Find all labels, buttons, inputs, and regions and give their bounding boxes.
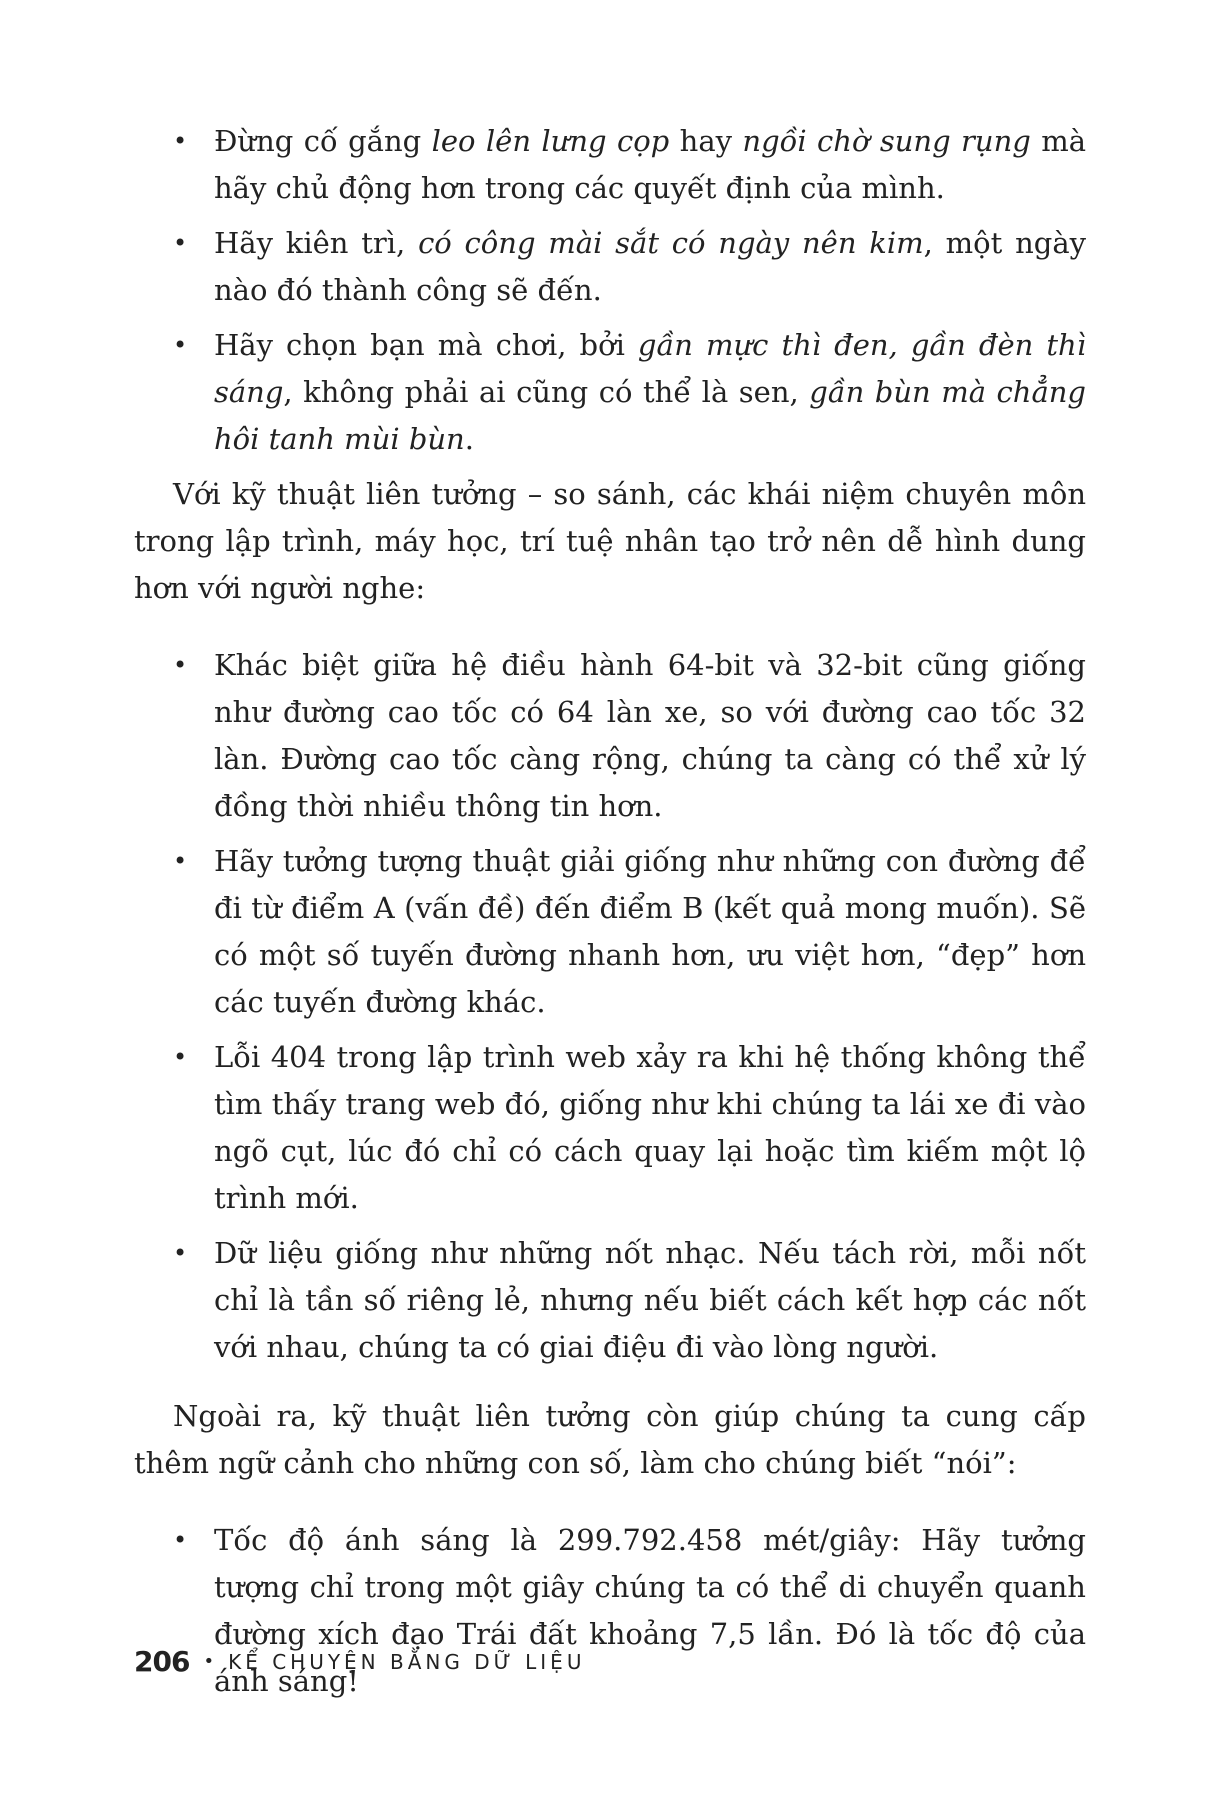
footer-separator: • xyxy=(203,1651,215,1672)
text-run: , không phải ai cũng có thể là sen, xyxy=(283,375,810,409)
bullet-marker: • xyxy=(173,127,188,155)
page-number: 206 xyxy=(134,1645,190,1678)
italic-text-run: leo lên lưng cọp xyxy=(431,124,670,158)
list-item xyxy=(134,322,1086,463)
spacer xyxy=(134,1487,1086,1517)
bullet-marker: • xyxy=(173,331,188,359)
text-run: Hãy chọn bạn mà chơi, bởi xyxy=(214,328,638,362)
list-item xyxy=(134,1230,1086,1371)
list-item xyxy=(134,220,1086,314)
italic-text-run: ngồi chờ sung rụng xyxy=(742,124,1031,158)
list-item-text: Tốc độ ánh sáng là 299.792.458 mét/giây: Hãy tưởng tượng chỉ trong một giây chúng ta có thể di chuyển quanh đường xích đạo Trái đất khoảng 7,5 lần. Đó là tốc độ của ánh sáng! xyxy=(214,1523,1086,1698)
list-item xyxy=(134,642,1086,830)
text-run: Đừng cố gắng xyxy=(214,124,432,158)
paragraph-numbers-context: Ngoài ra, kỹ thuật liên tưởng còn giúp chúng ta cung cấp thêm ngữ cảnh cho những con số, làm cho chúng biết “nói”: xyxy=(134,1399,1086,1480)
text-run: , một ngày nào đó thành công sẽ đến. xyxy=(214,226,1086,307)
page-footer xyxy=(134,1645,585,1678)
italic-text-run: gần bùn mà chẳng hôi tanh mùi bùn xyxy=(214,375,1086,456)
spacer xyxy=(134,612,1086,642)
list-item xyxy=(134,118,1086,212)
text-run: hay xyxy=(669,124,743,158)
running-book-title: KỂ CHUYỆN BẰNG DỮ LIỆU xyxy=(228,1649,586,1674)
list-item-text: Khác biệt giữa hệ điều hành 64-bit và 32-bit cũng giống như đường cao tốc có 64 làn xe, so với đường cao tốc 32 làn. Đường cao tốc càng rộng, chúng ta càng có thể xử lý đồng thời nhiều thông tin hơn. xyxy=(214,648,1086,823)
bullet-marker: • xyxy=(173,1043,188,1071)
text-run: . xyxy=(464,422,474,456)
list-item xyxy=(134,1034,1086,1222)
list-item-text: Lỗi 404 trong lập trình web xảy ra khi hệ thống không thể tìm thấy trang web đó, giống như khi chúng ta lái xe đi vào ngõ cụt, lúc đó chỉ có cách quay lại hoặc tìm kiếm một lộ trình mới. xyxy=(214,1040,1086,1215)
bullet-marker: • xyxy=(173,229,188,257)
bullet-marker: • xyxy=(173,651,188,679)
bullet-list-proverbs xyxy=(134,118,1086,463)
list-item-text: Hãy tưởng tượng thuật giải giống như những con đường để đi từ điểm A (vấn đề) đến điểm B (kết quả mong muốn). Sẽ có một số tuyến đường nhanh hơn, ưu việt hơn, “đẹp” hơn các tuyến đường khác. xyxy=(214,844,1086,1019)
bullet-marker: • xyxy=(173,847,188,875)
text-run: mà hãy chủ động hơn trong các quyết định của mình. xyxy=(214,124,1086,205)
italic-text-run: có công mài sắt có ngày nên kim xyxy=(418,226,924,260)
paragraph-association-technique: Với kỹ thuật liên tưởng – so sánh, các khái niệm chuyên môn trong lập trình, máy học, trí tuệ nhân tạo trở nên dễ hình dung hơn với người nghe: xyxy=(134,477,1086,605)
bullet-marker: • xyxy=(173,1526,188,1554)
list-item-text: Dữ liệu giống như những nốt nhạc. Nếu tách rời, mỗi nốt chỉ là tần số riêng lẻ, nhưng nếu biết cách kết hợp các nốt với nhau, chúng ta có giai điệu đi vào lòng người. xyxy=(214,1236,1086,1364)
bullet-marker: • xyxy=(173,1239,188,1267)
spacer xyxy=(134,1379,1086,1393)
bullet-list-tech-analogies xyxy=(134,642,1086,1371)
text-run: Hãy kiên trì, xyxy=(214,226,419,260)
list-item xyxy=(134,838,1086,1026)
page-body xyxy=(134,118,1086,1713)
italic-text-run: gần mực thì đen, gần đèn thì sáng xyxy=(214,328,1086,409)
